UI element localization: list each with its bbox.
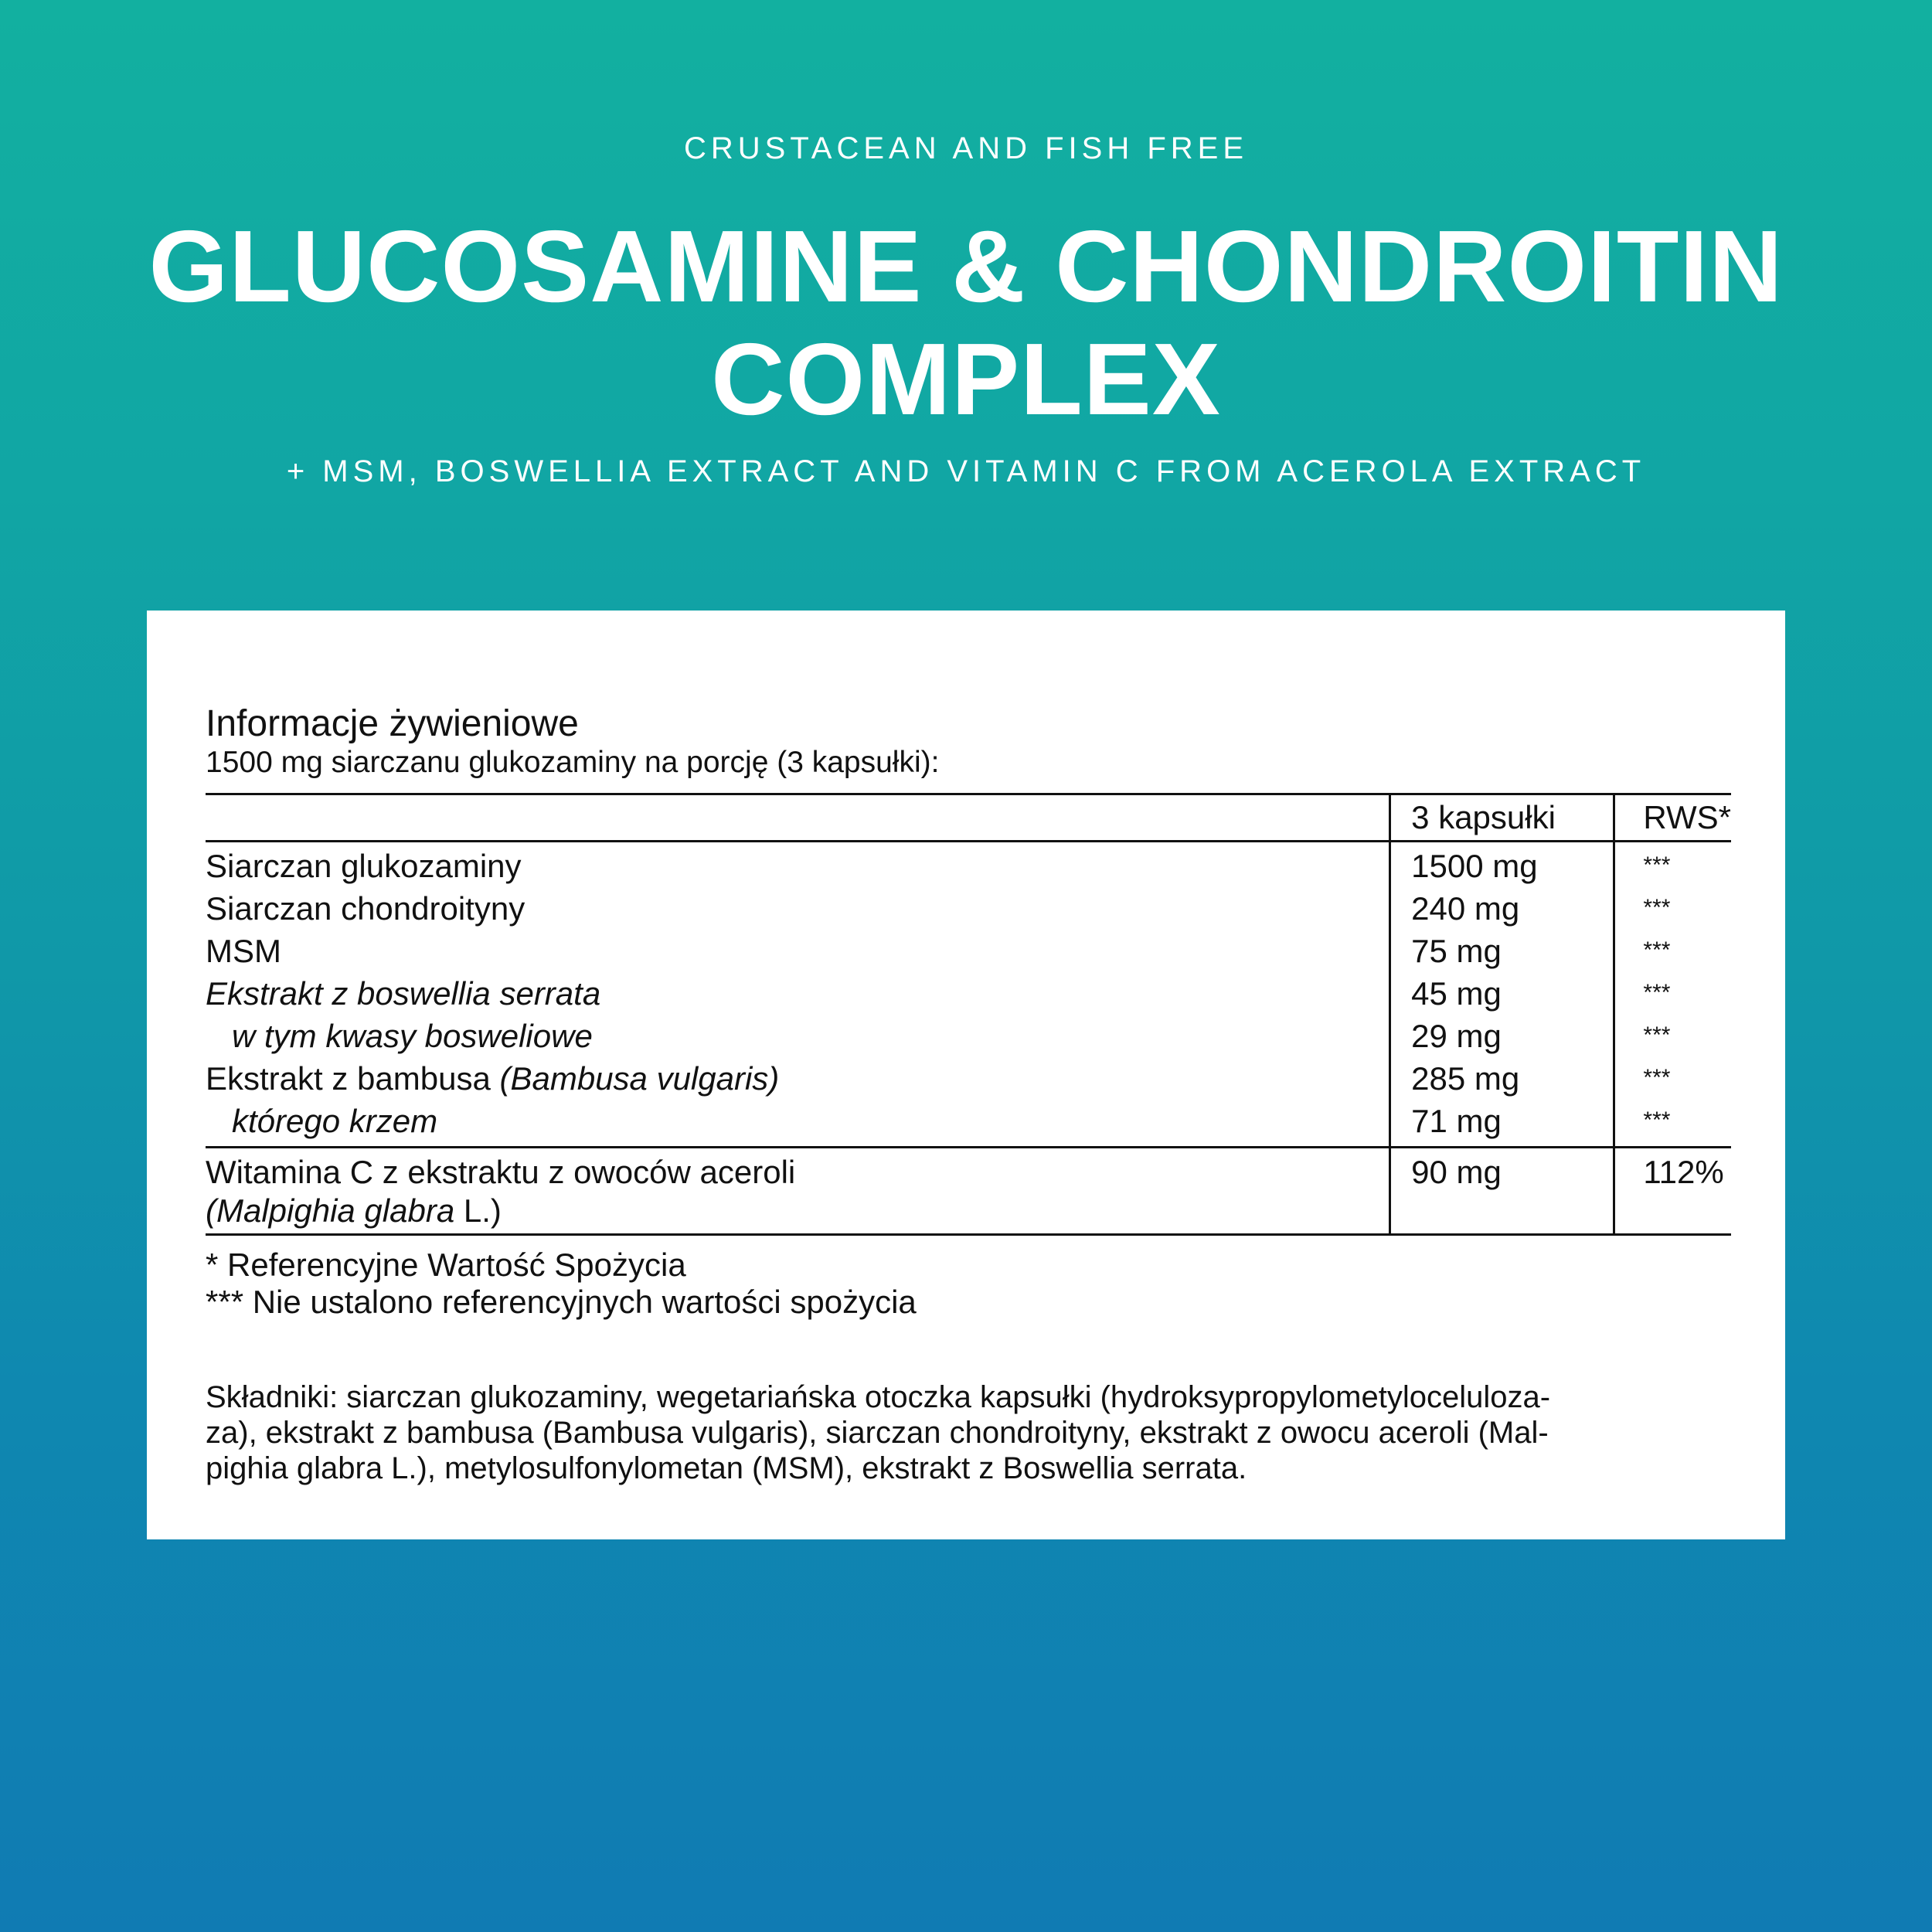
header-name: [206, 794, 1390, 842]
nutrition-content: [206, 703, 1731, 1486]
row-name: [206, 1102, 1390, 1148]
nutrition-table: [206, 793, 1731, 1236]
row-name: Ekstrakt z boswellia serrata: [206, 975, 601, 1012]
rws-stars: ***: [1643, 937, 1671, 963]
ingredients-line: pighia glabra L.), metylosulfonylometan (MSM), ekstrakt z Boswellia serrata.: [206, 1451, 1247, 1485]
rws-stars: ***: [1643, 1065, 1671, 1090]
table-row: [206, 1017, 1731, 1060]
ingredients-line: za), ekstrakt z bambusa (Bambusa vulgaris), siarczan chondroityny, ekstrakt z owocu aceroli (Mal-: [206, 1416, 1549, 1450]
table-row: [206, 932, 1731, 975]
header-rws: RWS*: [1614, 794, 1731, 842]
rws-stars: ***: [1643, 980, 1671, 1005]
row-name: [206, 1017, 1390, 1060]
row-rws: [1614, 975, 1731, 1017]
product-subtitle: + MSM, BOSWELLIA EXTRACT AND VITAMIN C FROM ACEROLA EXTRACT: [286, 454, 1646, 488]
table-row: [206, 975, 1731, 1017]
row-amount: 285 mg: [1390, 1060, 1614, 1102]
table-header-row: [206, 794, 1731, 842]
header-amount: 3 kapsułki: [1390, 794, 1614, 842]
row-rws: 112%: [1614, 1148, 1731, 1235]
nutrition-panel: [147, 611, 1785, 1539]
row-rws: [1614, 1017, 1731, 1060]
row-name-latin: (Bambusa vulgaris): [499, 1060, 780, 1097]
row-amount: 1500 mg: [1390, 842, 1614, 890]
row-name: [206, 1060, 1390, 1102]
footnote-rws: * Referencyjne Wartość Spożycia: [206, 1247, 686, 1283]
product-title: [0, 210, 1932, 436]
table-row: [206, 842, 1731, 890]
table-row-vitamin: [206, 1148, 1731, 1235]
row-amount: 71 mg: [1390, 1102, 1614, 1148]
vitamin-name-line1: Witamina C z ekstraktu z owoców aceroli: [206, 1154, 796, 1190]
rws-stars: ***: [1643, 895, 1671, 920]
ingredients-line: Składniki: siarczan glukozaminy, wegetariańska otoczka kapsułki (hydroksypropylometyloceluloza-: [206, 1380, 1551, 1414]
table-row: [206, 1102, 1731, 1148]
row-amount: 240 mg: [1390, 889, 1614, 932]
row-amount: 45 mg: [1390, 975, 1614, 1017]
row-rws: [1614, 1102, 1731, 1148]
row-amount: 90 mg: [1390, 1148, 1614, 1235]
product-title-line2: COMPLEX: [711, 322, 1221, 436]
vitamin-name-line2: [206, 1192, 1389, 1230]
row-name-text: w tym kwasy bosweliowe: [232, 1018, 593, 1054]
nutrition-title: Informacje żywieniowe: [206, 703, 579, 744]
ingredients: [206, 1379, 1731, 1486]
row-amount: 75 mg: [1390, 932, 1614, 975]
row-name: Siarczan chondroityny: [206, 890, 526, 927]
rws-stars: ***: [1643, 1107, 1671, 1133]
row-name: [206, 1148, 1390, 1235]
tagline: CRUSTACEAN AND FISH FREE: [684, 131, 1248, 165]
footnotes: [206, 1247, 1731, 1321]
row-name: MSM: [206, 933, 281, 969]
row-name: Siarczan glukozaminy: [206, 848, 522, 884]
row-name-text: którego krzem: [232, 1103, 438, 1139]
footnote-stars: *** Nie ustalono referencyjnych wartości spożycia: [206, 1284, 917, 1320]
row-name-text: Ekstrakt z bambusa: [206, 1060, 500, 1097]
row-rws: [1614, 889, 1731, 932]
table-row: [206, 889, 1731, 932]
product-title-line1: GLUCOSAMINE & CHONDROITIN: [148, 209, 1784, 323]
row-rws: [1614, 932, 1731, 975]
serving-info: 1500 mg siarczanu glukozaminy na porcję (3 kapsułki):: [206, 746, 940, 779]
rws-stars: ***: [1643, 1022, 1671, 1048]
rws-stars: ***: [1643, 852, 1671, 878]
row-rws: [1614, 1060, 1731, 1102]
vitamin-latin-rest: L.): [454, 1192, 502, 1229]
row-rws: [1614, 842, 1731, 890]
vitamin-latin: (Malpighia glabra: [206, 1192, 455, 1229]
table-row: [206, 1060, 1731, 1102]
row-amount: 29 mg: [1390, 1017, 1614, 1060]
